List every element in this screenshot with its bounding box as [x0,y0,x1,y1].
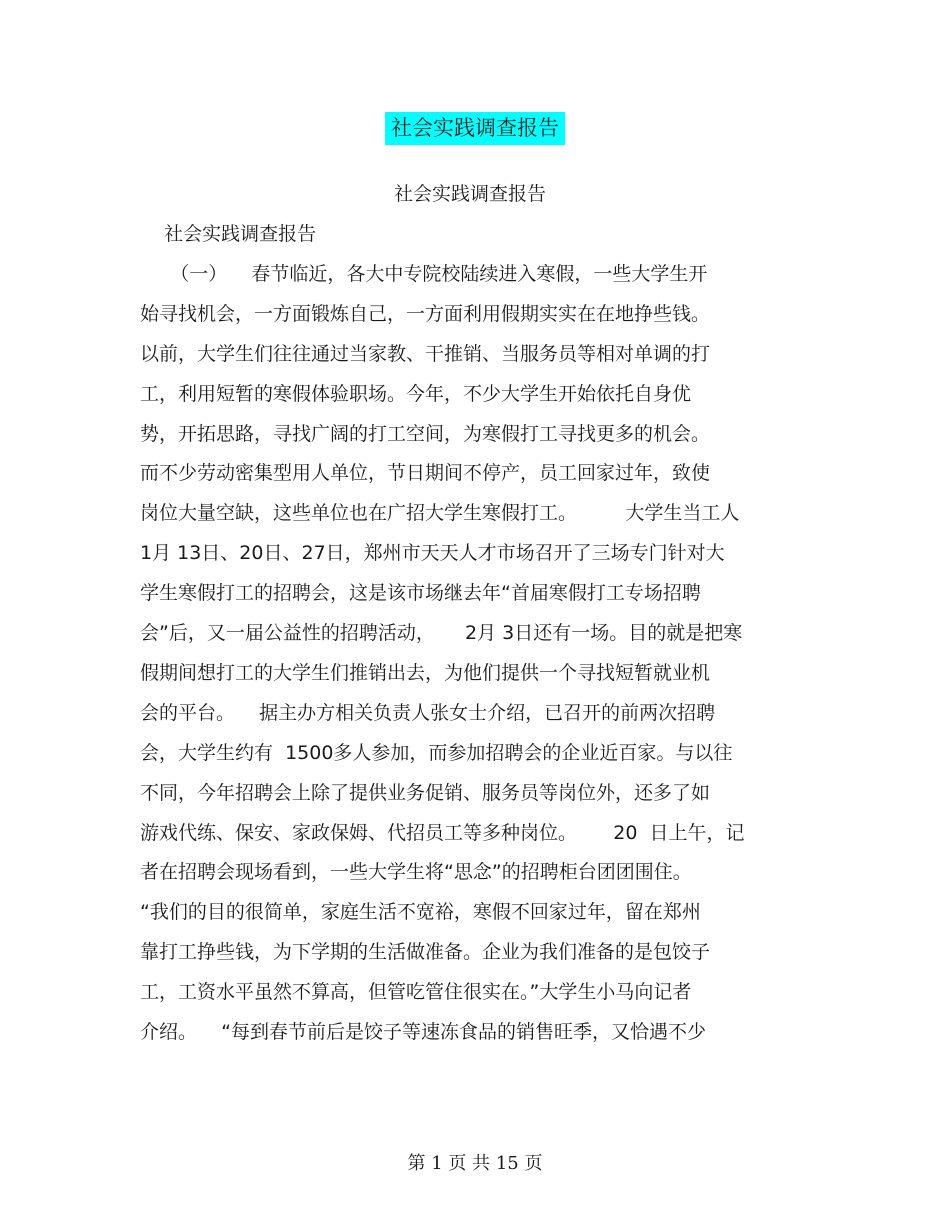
document-title: 社会实践调查报告 [385,112,565,145]
title-container [0,112,950,145]
body-line: 靠打工挣些钱，为下学期的生活做准备。企业为我们准备的是包饺子 [140,941,711,964]
body-line: 工，工资水平虽然不算高，但管吃管住很实在。”大学生小马向记者 [140,981,692,1004]
body-line: 工，利用短暂的寒假体验职场。今年，不少大学生开始依托自身优 [140,382,692,405]
body-line: 以前，大学生们往往通过当家教、干推销、当服务员等相对单调的打 [140,342,711,365]
body-line: “我们的目的很简单，家庭生活不宽裕，寒假不回家过年，留在郑州 [140,901,701,924]
body-line: 岗位大量空缺，这些单位也在广招大学生寒假打工。 大学生当工人 [140,502,740,525]
body-line: 势，开拓思路，寻找广阔的打工空间，为寒假打工寻找更多的机会。 [140,422,711,445]
document-subtitle: 社会实践调查报告 [393,183,546,205]
body-line: 而不少劳动密集型用人单位，节日期间不停产，员工回家过年，致使 [140,462,711,485]
body-line: 会”后，又一届公益性的招聘活动， 2月 3日还有一场。目的就是把寒 [140,622,743,644]
body-line: 者在招聘会现场看到，一些大学生将“思念”的招聘柜台团团围住。 [140,861,692,884]
body-line: 介绍。 “每到春节前后是饺子等速冻食品的销售旺季，又恰遇不少 [140,1021,707,1043]
body-line: 社会实践调查报告 [140,223,317,245]
body-line: 会的平台。 据主办方相关负责人张女士介绍，已召开的前两次招聘 [140,701,716,724]
body-line: 会，大学生约有 1500多人参加，而参加招聘会的企业近百家。与以往 [140,741,733,764]
body-line: 游戏代练、保安、家政保姆、代招员工等多种岗位。 20 日上午，记 [140,821,745,844]
body-line: 不同，今年招聘会上除了提供业务促销、服务员等岗位外，还多了如 [140,781,711,804]
body-line: 1月 13日、20日、27日，郑州市天天人才市场召开了三场专门针对大 [140,542,725,565]
page-footer: 第 1 页 共 15 页 [407,1153,543,1174]
body-line: （一） 春节临近，各大中专院校陆续进入寒假，一些大学生开 [140,262,708,285]
body-line: 学生寒假打工的招聘会，这是该市场继去年“首届寒假打工专场招聘 [140,582,701,605]
body-line: 始寻找机会，一方面锻炼自己，一方面利用假期实实在在地挣些钱。 [140,302,711,325]
body-line: 假期间想打工的大学生们推销出去，为他们提供一个寻找短暂就业机 [140,661,711,684]
